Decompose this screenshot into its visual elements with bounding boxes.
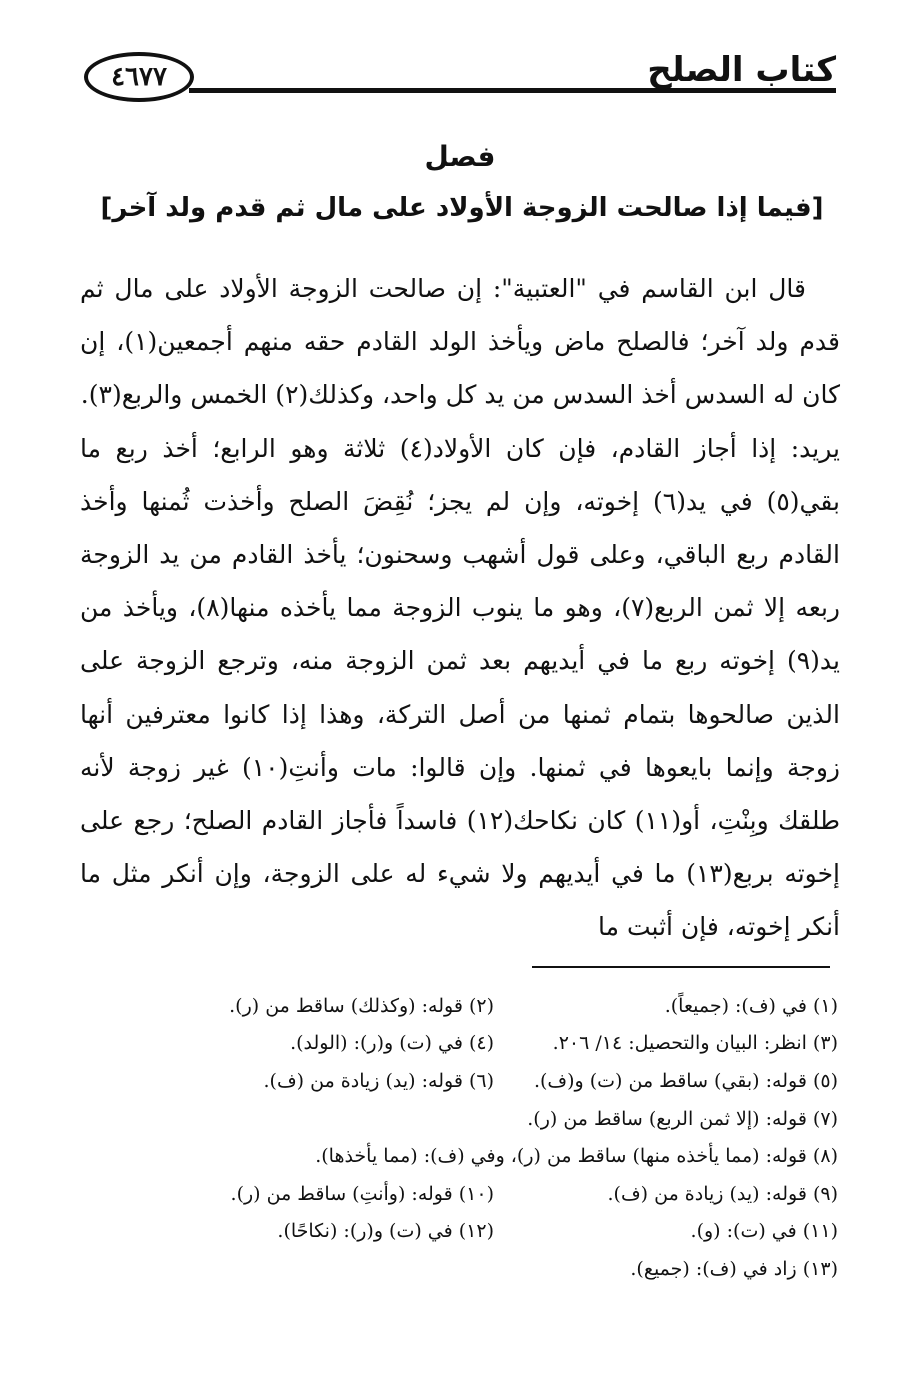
footnote-5: (٥) قوله: (بقي) ساقط من (ت) و(ف). [533, 1069, 838, 1092]
paragraph-2: يريد: إذا أجاز القادم، فإن كان الأولاد(٤) ثلاثة وهو الرابع؛ أخذ ربع ما بقي(٥) في يد(٦) إخوته، وإن لم يجز؛ نُقِضَ الصلح وأخذت ثُمنها وأخذ القادم ربع الباقي، وعلى قول أشهب وسحنون؛ يأخذ القادم من يد الزوجة ربعه إلا ثمن الربع(٧)، وهو ما ينوب الزوجة مما يأخذه منها(٨)، ويأخذ من يد(٩) إخوته ربع ما في أيديهم بعد ثمن الزوجة منه، وترجع الزوجة على الذين صالحوها بتمام ثمنها من أصل التركة، وهذا إذا كانوا معترفين أنها زوجة وإنما بايعوها في ثمنها. وإن قالوا: مات وأنتِ(١٠) غير زوجة لأنه طلقك وبِنْتِ، أو(١١) كان نكاحك(١٢) فاسداً فأجاز القادم الصلح؛ رجع على إخوته بربع(١٣) ما في أيديهم ولا شيء له على الزوجة، وإن أنكر مثل ما أنكر إخوته، فإن أثبت ما [80, 433, 841, 942]
footnote-separator [532, 966, 830, 968]
footnote-12: (١٢) في (ت) و(ر): (نكاحًا). [277, 1220, 494, 1243]
section-title: فصل [424, 140, 496, 173]
footnote-1: (١) في (ف): (جميعاً). [664, 994, 838, 1017]
footnote-8: (٨) قوله: (مما يأخذه منها) ساقط من (ر)، وفي (ف): (مما يأخذها). [315, 1145, 838, 1168]
paragraph-1: قال ابن القاسم في "العتبية": إن صالحت الزوجة الأولاد على مال ثم قدم ولد آخر؛ فالصلح ماض ويأخذ الولد القادم حقه منهم أجمعين(١)، إن كان له السدس أخذ السدس من يد كل واحد، وكذلك(٢) الخمس والربع(٣). [80, 274, 840, 410]
footnote-10: (١٠) قوله: (وأنتِ) ساقط من (ر). [230, 1182, 494, 1205]
footnote-11: (١١) في (ت): (و). [690, 1220, 838, 1243]
page-header [84, 44, 836, 114]
body-text [80, 262, 840, 954]
section-subtitle: [فيما إذا صالحت الزوجة الأولاد على مال ثم قدم ولد آخر] [100, 193, 824, 223]
footnote-3: (٣) انظر: البيان والتحصيل: ١٤/ ٢٠٦. [552, 1032, 838, 1055]
footnote-13: (١٣) زاد في (ف): (جميع). [630, 1257, 838, 1280]
footnote-9: (٩) قوله: (يد) زيادة من (ف). [607, 1182, 838, 1205]
footnotes [150, 987, 838, 1288]
footnote-7: (٧) قوله: (إلا ثمن الربع) ساقط من (ر). [527, 1107, 838, 1130]
book-title: كتاب الصلح [647, 50, 836, 90]
footnote-6: (٦) قوله: (يد) زيادة من (ف). [263, 1069, 494, 1092]
page-number: ٤٦٧٧ [84, 52, 194, 102]
footnote-4: (٤) في (ت) و(ر): (الولد). [290, 1032, 494, 1055]
footnote-2: (٢) قوله: (وكذلك) ساقط من (ر). [229, 994, 494, 1017]
